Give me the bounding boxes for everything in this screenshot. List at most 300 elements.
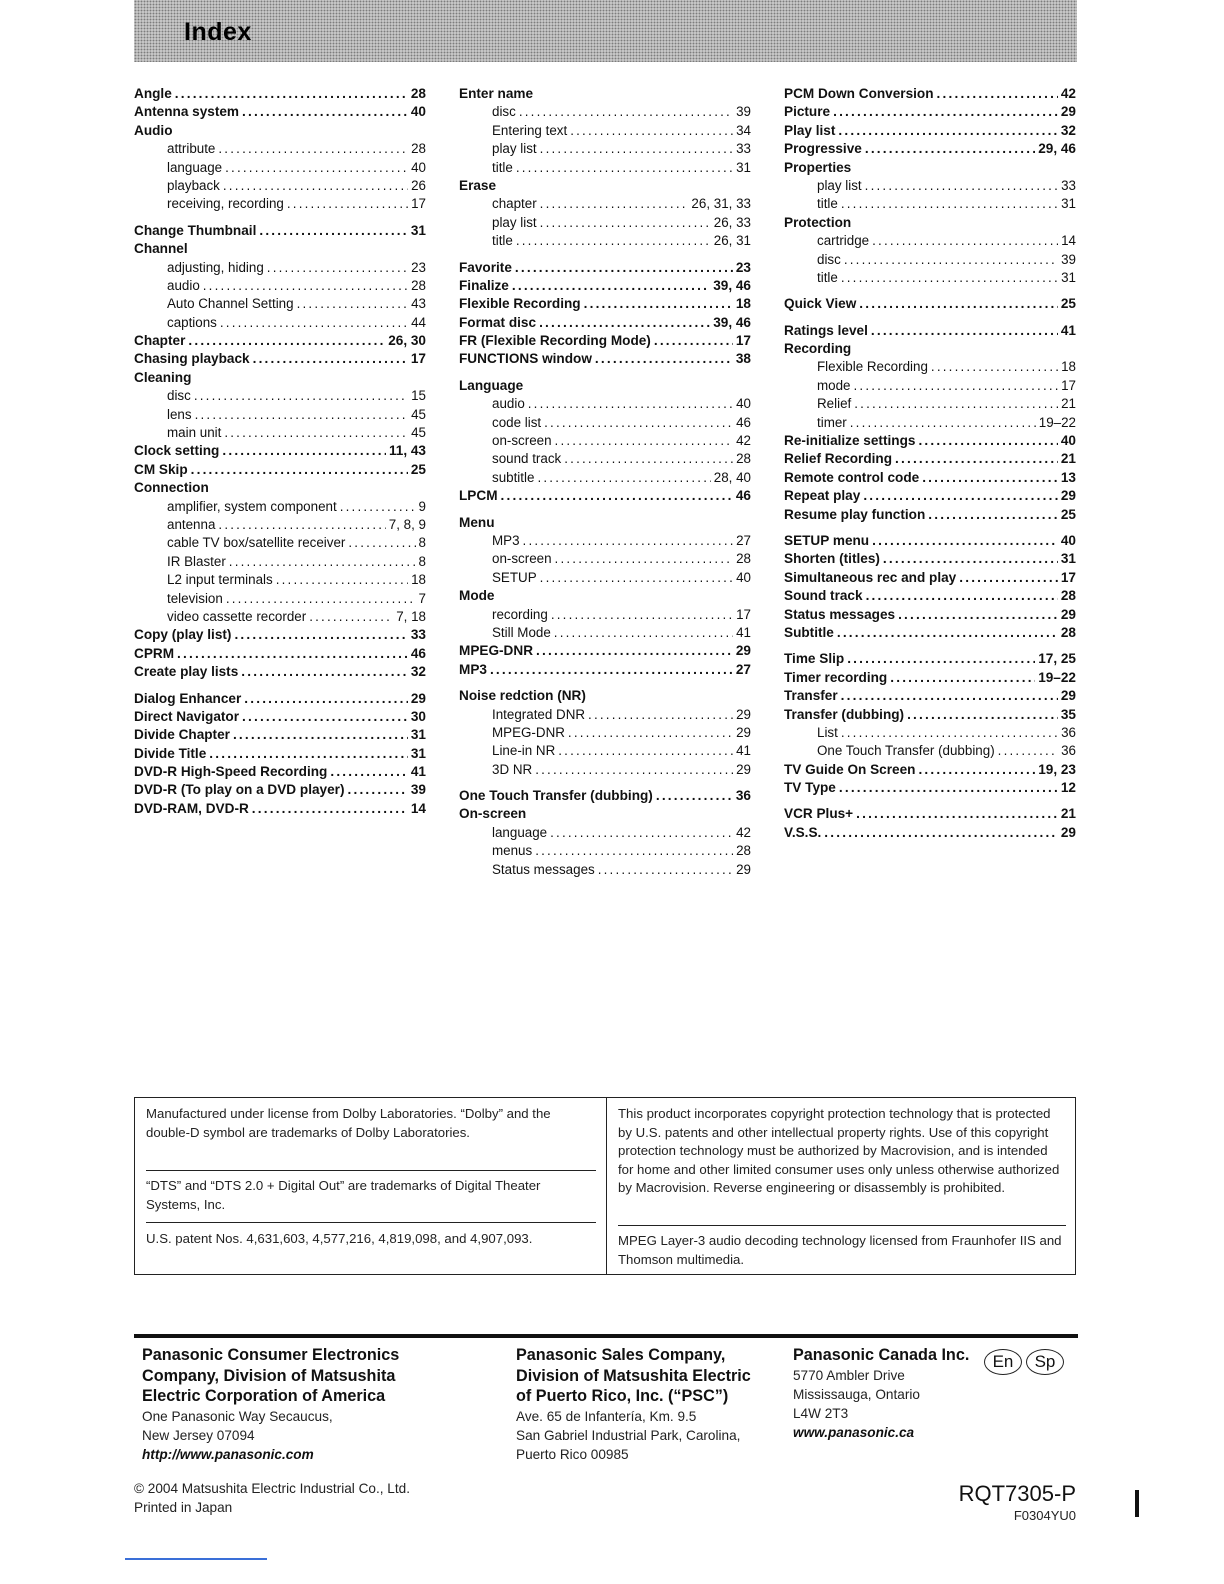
page-reference: 29	[1060, 824, 1076, 840]
index-subentry	[134, 159, 426, 177]
dot-leader	[252, 800, 408, 818]
index-entry	[459, 259, 751, 277]
dot-leader	[850, 414, 1036, 432]
index-term: Status messages	[492, 861, 595, 877]
index-term: cartridge	[817, 233, 870, 249]
index-term: Audio	[134, 122, 173, 138]
index-entry	[459, 642, 751, 660]
dot-leader	[519, 103, 733, 121]
dot-leader	[191, 461, 408, 479]
index-entry	[134, 800, 426, 818]
dot-leader	[540, 140, 733, 158]
page-reference: 33	[1061, 177, 1076, 193]
dot-leader	[854, 395, 1058, 413]
page-reference: 28	[1060, 624, 1076, 640]
page-reference: 42	[1060, 86, 1076, 101]
index-term: CPRM	[134, 645, 175, 661]
index-subentry	[784, 232, 1076, 250]
company-canada-address: L4W 2T3	[793, 1405, 849, 1421]
index-entry	[784, 122, 1076, 140]
index-heading	[784, 214, 1076, 232]
company-canada-url[interactable]: www.panasonic.ca	[793, 1424, 915, 1440]
index-term: Transfer	[784, 688, 838, 704]
index-heading	[459, 377, 751, 395]
dot-leader	[544, 414, 733, 432]
patent-notice: U.S. patent Nos. 4,631,603, 4,577,216, 4,819,098, and 4,907,093.	[146, 1231, 533, 1246]
dot-leader	[515, 259, 733, 277]
index-term: Progressive	[784, 141, 862, 157]
index-term: title	[817, 196, 838, 212]
dot-leader	[883, 550, 1058, 568]
index-term: CM Skip	[134, 461, 188, 477]
index-term: attribute	[167, 141, 216, 157]
index-term: Chasing playback	[134, 351, 250, 367]
index-term: Relief Recording	[784, 451, 893, 467]
page-reference: 14	[410, 800, 426, 816]
page-reference: 25	[1060, 506, 1076, 522]
print-code: F0304YU0	[1013, 1508, 1076, 1523]
index-term: FR (Flexible Recording Mode)	[459, 333, 651, 349]
index-entry	[134, 781, 426, 799]
page-reference: 34	[736, 122, 751, 138]
index-entry	[784, 587, 1076, 605]
dot-leader	[233, 726, 408, 744]
index-entry	[459, 787, 751, 805]
page-reference: 26, 33	[713, 214, 751, 230]
dot-leader	[540, 195, 689, 213]
index-subentry	[784, 377, 1076, 395]
index-entry	[134, 645, 426, 663]
index-term: On-screen	[459, 806, 527, 822]
index-term: play list	[492, 214, 537, 230]
index-entry	[459, 350, 751, 368]
index-heading	[459, 85, 751, 103]
company-usa-name-line: Electric Corporation of America	[142, 1387, 386, 1405]
dot-leader	[856, 805, 1058, 823]
index-term: menus	[492, 843, 533, 859]
index-subentry	[459, 469, 751, 487]
dot-leader	[226, 590, 416, 608]
dot-leader	[865, 140, 1035, 158]
dot-leader	[551, 606, 733, 624]
page-reference: 29, 46	[1038, 141, 1076, 157]
dot-leader	[537, 469, 710, 487]
page-reference: 29	[1060, 606, 1076, 622]
index-term: Play list	[784, 122, 836, 138]
company-usa	[142, 1345, 399, 1464]
company-pr-address: Ave. 65 de Infantería, Km. 9.5	[516, 1408, 697, 1424]
index-entry	[784, 532, 1076, 550]
dot-leader	[865, 177, 1058, 195]
company-usa-url[interactable]: http://www.panasonic.com	[142, 1446, 314, 1462]
index-term: video cassette recorder	[167, 608, 307, 624]
index-subentry	[134, 314, 426, 332]
page-reference: 7, 8, 9	[388, 516, 426, 532]
dot-leader	[209, 745, 408, 763]
index-term: play list	[492, 141, 537, 157]
index-term: Noise redction (NR)	[459, 688, 586, 704]
page-reference: 19–22	[1038, 669, 1076, 685]
page-reference: 46	[736, 414, 751, 430]
index-heading	[459, 687, 751, 705]
index-column-1	[134, 85, 426, 818]
dot-leader	[347, 781, 407, 799]
company-puerto-rico	[516, 1345, 751, 1464]
index-entry	[134, 690, 426, 708]
index-term: Shorten (titles)	[784, 551, 880, 567]
spanish-badge: Sp	[1026, 1349, 1064, 1375]
index-term: adjusting, hiding	[167, 259, 264, 275]
page-reference: 17	[1060, 569, 1076, 585]
index-term: captions	[167, 314, 217, 330]
index-term: Simultaneous rec and play	[784, 569, 957, 585]
dot-leader	[348, 534, 415, 552]
index-subentry	[134, 140, 426, 158]
index-subentry	[459, 450, 751, 468]
dot-leader	[540, 214, 711, 232]
index-term: Repeat play	[784, 488, 861, 504]
page-reference: 32	[1060, 122, 1076, 138]
company-canada-name: Panasonic Canada Inc.	[793, 1346, 970, 1364]
dot-leader	[564, 450, 733, 468]
dot-leader	[838, 122, 1057, 140]
index-term: lens	[167, 406, 192, 422]
index-term: Create play lists	[134, 664, 239, 680]
index-subentry	[134, 534, 426, 552]
index-term: Status messages	[784, 606, 896, 622]
page-reference: 39	[410, 782, 426, 798]
page-reference: 11, 43	[388, 443, 426, 459]
index-subentry	[134, 177, 426, 195]
index-term: title	[817, 269, 838, 285]
dot-leader	[844, 251, 1058, 269]
page-reference: 18	[1061, 359, 1076, 375]
index-term: Clock setting	[134, 443, 220, 459]
index-term: Direct Navigator	[134, 708, 240, 724]
page-reference: 44	[411, 314, 426, 330]
page-reference: 41	[1060, 322, 1076, 338]
index-subentry	[134, 195, 426, 213]
index-subentry	[134, 406, 426, 424]
index-term: timer	[817, 414, 847, 430]
index-subentry	[459, 195, 751, 213]
dot-leader	[837, 624, 1058, 642]
index-term: Sound track	[784, 588, 863, 604]
page-reference: 27	[735, 661, 751, 677]
page-reference: 23	[411, 259, 426, 275]
page-reference: 7, 18	[396, 608, 426, 624]
index-term: TV Guide On Screen	[784, 761, 916, 777]
dts-notice: “DTS” and “DTS 2.0 + Digital Out” are trademarks of Digital Theater Systems, Inc.	[146, 1178, 541, 1212]
index-entry	[459, 277, 751, 295]
index-entry	[784, 606, 1076, 624]
dot-leader	[490, 661, 733, 679]
index-term: title	[492, 233, 513, 249]
index-term: chapter	[492, 196, 537, 212]
dot-leader	[595, 350, 733, 368]
page-title: Index	[184, 18, 252, 46]
index-subentry	[134, 516, 426, 534]
index-term: language	[492, 824, 548, 840]
index-subentry	[459, 569, 751, 587]
dot-leader	[203, 277, 408, 295]
company-pr-name-line: of Puerto Rico, Inc. (“PSC”)	[516, 1387, 729, 1405]
index-entry	[784, 550, 1076, 568]
index-term: Favorite	[459, 259, 512, 275]
index-entry	[784, 450, 1076, 468]
page-reference: 29	[736, 761, 751, 777]
notice-divider	[606, 1098, 607, 1274]
index-term: FUNCTIONS window	[459, 351, 592, 367]
page-reference: 28, 40	[713, 469, 751, 485]
index-term: List	[817, 724, 838, 740]
index-term: Auto Channel Setting	[167, 296, 294, 312]
index-term: L2 input terminals	[167, 572, 273, 588]
dot-leader	[854, 377, 1059, 395]
company-pr-address: San Gabriel Industrial Park, Carolina,	[516, 1427, 741, 1443]
company-usa-address: New Jersey 07094	[142, 1427, 255, 1443]
page-reference: 28	[736, 451, 751, 467]
index-term: VCR Plus+	[784, 806, 854, 822]
dot-leader	[863, 487, 1058, 505]
index-subentry	[459, 532, 751, 550]
page-reference: 12	[1060, 780, 1076, 796]
index-term: Channel	[134, 241, 188, 257]
index-subentry	[459, 624, 751, 642]
page-reference: 26, 30	[388, 333, 426, 349]
notice-rule	[146, 1170, 596, 1171]
page-reference: 36	[735, 788, 751, 804]
dot-leader	[568, 724, 733, 742]
dot-leader	[242, 708, 408, 726]
page-reference: 35	[1060, 706, 1076, 722]
index-entry	[134, 332, 426, 350]
index-term: Ratings level	[784, 322, 868, 338]
page-reference: 28	[736, 843, 751, 859]
index-term: Line-in NR	[492, 743, 556, 759]
dot-leader	[309, 608, 393, 626]
index-term: mode	[817, 377, 851, 393]
index-column-2	[459, 85, 751, 879]
dot-leader	[937, 85, 1058, 103]
dot-leader	[194, 387, 408, 405]
dot-leader	[276, 571, 408, 589]
page-reference: 29	[735, 643, 751, 659]
index-term: Cleaning	[134, 369, 192, 385]
dot-leader	[570, 122, 733, 140]
index-entry	[784, 569, 1076, 587]
index-entry	[134, 461, 426, 479]
page-reference: 41	[736, 624, 751, 640]
page-reference: 17	[736, 606, 751, 622]
index-subentry	[459, 606, 751, 624]
index-term: IR Blaster	[167, 553, 226, 569]
page-reference: 19–22	[1038, 414, 1076, 430]
index-term: code list	[492, 414, 542, 430]
index-term: Subtitle	[784, 624, 834, 640]
company-usa-name-line: Panasonic Consumer Electronics	[142, 1346, 400, 1364]
index-entry	[134, 708, 426, 726]
page-reference: 40	[410, 104, 426, 120]
index-term: Re-initialize settings	[784, 433, 916, 449]
dot-leader	[866, 587, 1058, 605]
index-entry	[459, 314, 751, 332]
index-subentry	[134, 608, 426, 626]
index-subentry	[459, 742, 751, 760]
index-entry	[784, 779, 1076, 797]
index-term: 3D NR	[492, 761, 533, 777]
index-term: on-screen	[492, 551, 552, 567]
copyright-text: © 2004 Matsushita Electric Industrial Co., Ltd.	[134, 1481, 410, 1496]
page-reference: 45	[411, 406, 426, 422]
mpeg-notice: MPEG Layer-3 audio decoding technology licensed from Fraunhofer IIS and Thomson multimedia.	[618, 1233, 1062, 1267]
dot-leader	[297, 295, 409, 313]
index-term: Language	[459, 377, 524, 393]
page-reference: 31	[410, 745, 426, 761]
index-term: disc	[167, 388, 191, 404]
index-term: Mode	[459, 588, 495, 604]
index-term: Still Mode	[492, 624, 551, 640]
dot-leader	[229, 553, 416, 571]
index-term: Menu	[459, 514, 495, 530]
index-term: Properties	[784, 159, 852, 175]
footer-rule	[134, 1334, 1078, 1338]
page-reference: 40	[736, 569, 751, 585]
index-heading	[784, 159, 1076, 177]
index-term: MP3	[492, 532, 520, 548]
page-reference: 31	[1061, 196, 1076, 212]
dot-leader	[241, 663, 408, 681]
index-column-3	[784, 85, 1076, 842]
dot-leader	[931, 358, 1058, 376]
dot-leader	[928, 506, 1058, 524]
index-term: title	[492, 159, 513, 175]
index-term: Integrated DNR	[492, 706, 586, 722]
page-reference: 41	[736, 743, 751, 759]
page-reference: 31	[1060, 551, 1076, 567]
index-entry	[134, 626, 426, 644]
page-reference: 26	[411, 177, 426, 193]
page-reference: 23	[735, 259, 751, 275]
index-term: receiving, recording	[167, 196, 284, 212]
page-reference: 40	[411, 159, 426, 175]
dot-leader	[242, 103, 408, 121]
page-reference: 33	[410, 627, 426, 643]
index-term: Transfer (dubbing)	[784, 706, 905, 722]
page-reference: 9	[418, 498, 426, 514]
index-term: Divide Chapter	[134, 727, 230, 743]
printed-in-text: Printed in Japan	[134, 1500, 233, 1515]
page-reference: 31	[736, 159, 751, 175]
dot-leader	[872, 232, 1058, 250]
dot-leader	[824, 824, 1058, 842]
page-reference: 29	[1060, 488, 1076, 504]
dot-leader	[501, 487, 733, 505]
page-reference: 7	[418, 590, 426, 606]
dot-leader	[841, 195, 1058, 213]
dot-leader	[218, 516, 385, 534]
dot-leader	[959, 569, 1058, 587]
index-term: SETUP menu	[784, 532, 870, 548]
dot-leader	[839, 779, 1058, 797]
page-reference: 42	[736, 824, 751, 840]
dot-leader	[922, 469, 1058, 487]
index-entry	[784, 103, 1076, 121]
index-term: amplifier, system component	[167, 498, 337, 514]
index-term: Timer recording	[784, 669, 888, 685]
page-reference: 26, 31, 33	[691, 196, 751, 212]
index-title-bar	[134, 0, 1077, 62]
index-term: Format disc	[459, 314, 537, 330]
macrovision-notice: This product incorporates copyright protection technology that is protected by U.S. patents and other intellectual property rights. Use of this copyright protection technology must be authorized by Macrovision, and is intended for home and other limited consumer uses only unless otherwise authorized by Macrovision. Reverse engineering or disassembly is prohibited.	[618, 1106, 1060, 1196]
index-entry	[459, 332, 751, 350]
page-reference: 15	[411, 388, 426, 404]
dolby-notice: Manufactured under license from Dolby Laboratories. “Dolby” and the double-D symbol are trademarks of Dolby Laboratories.	[146, 1106, 551, 1140]
page-reference: 8	[418, 553, 426, 569]
page-reference: 21	[1060, 806, 1076, 822]
index-term: play list	[817, 177, 862, 193]
page-reference: 31	[1061, 269, 1076, 285]
dot-leader	[654, 332, 733, 350]
index-term: One Touch Transfer (dubbing)	[459, 788, 653, 804]
index-entry	[784, 687, 1076, 705]
index-subentry	[459, 724, 751, 742]
dot-leader	[540, 569, 733, 587]
scan-edge-line	[125, 1558, 267, 1560]
index-term: Relief	[817, 396, 852, 412]
index-subentry	[784, 414, 1076, 432]
dot-leader	[998, 742, 1058, 760]
dot-leader	[512, 277, 710, 295]
page-reference: 46	[735, 488, 751, 504]
index-term: DVD-R High-Speed Recording	[134, 764, 328, 780]
dot-leader	[918, 761, 1035, 779]
index-term: disc	[492, 104, 516, 120]
index-entry	[784, 295, 1076, 313]
index-entry	[134, 103, 426, 121]
index-entry	[784, 85, 1076, 103]
page-reference: 19, 23	[1038, 761, 1076, 777]
index-subentry	[459, 214, 751, 232]
index-entry	[784, 506, 1076, 524]
index-subentry	[784, 724, 1076, 742]
dot-leader	[588, 706, 733, 724]
page-reference: 26, 31	[713, 233, 751, 249]
dot-leader	[188, 332, 385, 350]
index-subentry	[784, 177, 1076, 195]
dot-leader	[287, 195, 408, 213]
page-edge-mark	[1135, 1490, 1139, 1517]
index-entry	[134, 763, 426, 781]
index-term: recording	[492, 606, 548, 622]
dot-leader	[555, 550, 734, 568]
index-term: Flexible Recording	[817, 359, 928, 375]
model-number: RQT7305-P	[958, 1481, 1076, 1506]
company-canada-address: 5770 Ambler Drive	[793, 1367, 905, 1383]
dot-leader	[516, 232, 711, 250]
notice-rule	[618, 1225, 1066, 1226]
index-entry	[134, 745, 426, 763]
dot-leader	[220, 314, 408, 332]
dot-leader	[841, 724, 1058, 742]
dot-leader	[841, 269, 1058, 287]
language-badges	[984, 1349, 1064, 1375]
index-term: Connection	[134, 480, 209, 496]
dot-leader	[259, 222, 408, 240]
index-subentry	[459, 761, 751, 779]
dot-leader	[584, 295, 733, 313]
index-term: Remote control code	[784, 469, 920, 485]
